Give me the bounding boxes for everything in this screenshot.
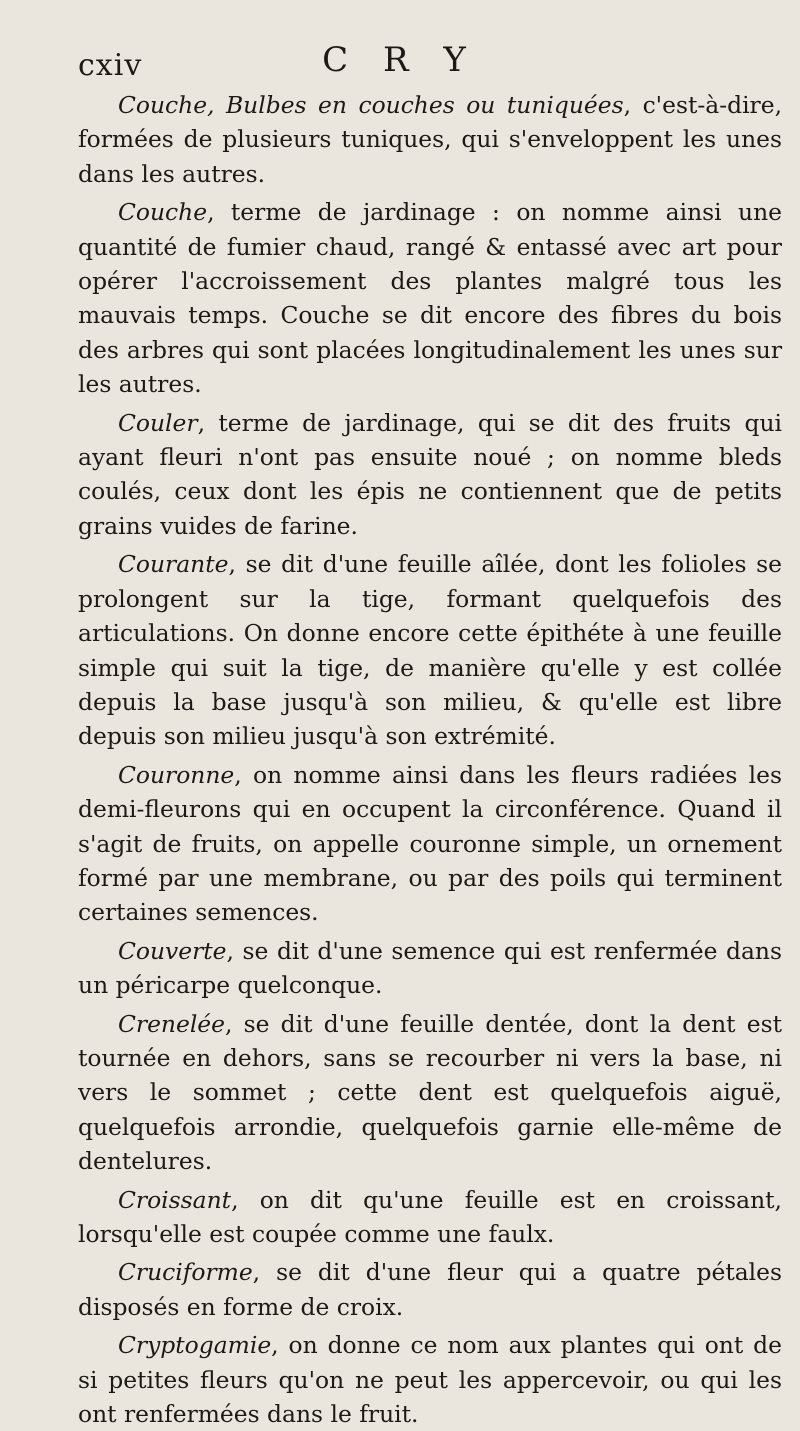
entry-definition: , on nomme ainsi dans les fleurs radiées les demi-fleurons qui en occupent la circonférence. Quand il s'agit de fruits, on appelle couronne simple, un ornement formé par une membrane, ou par des poils qui terminent certaines semences. [78,760,782,927]
glossary-entry [78,1255,782,1324]
entry-term: Cruciforme [118,1258,253,1287]
entry-definition: , terme de jardinage, qui se dit des fruits qui ayant fleuri n'ont pas ensuite noué ; on nomme bleds coulés, ceux dont les épis ne contiennent que de petits grains vuides de farine. [78,408,782,540]
entry-term: Cryptogamie [118,1331,272,1360]
glossary-entry [78,1007,782,1179]
entry-definition: , se dit d'une feuille dentée, dont la dent est tournée en dehors, sans se recourber ni vers la base, ni vers le sommet ; cette dent est quelquefois aiguë, quelquefois arrondie, quelquefois garnie elle-même de dentelures. [78,1009,782,1176]
entry-term: Couche, Bulbes en couches ou tuniquées [118,91,624,119]
entry-definition: , se dit d'une fleur qui a quatre pétales disposés en forme de croix. [78,1258,782,1321]
entry-term: Crenelée [118,1009,225,1038]
entry-term: Croissant [118,1185,232,1214]
glossary-entry [78,758,782,930]
glossary-entry [78,934,782,1003]
entry-term: Couler [118,408,198,437]
glossary-text [78,88,782,1431]
entry-definition: , on dit qu'une feuille est en croissant, lorsqu'elle est coupée comme une faulx. [78,1185,782,1248]
glossary-entry [78,195,782,401]
entry-term: Couche [118,198,208,227]
glossary-entry [78,1328,782,1431]
entry-term: Couverte [118,936,227,965]
entry-definition: , se dit d'une feuille aîlée, dont les folioles se prolongent sur la tige, formant quelquefois des articulations. On donne encore cette épithéte à une feuille simple qui suit la tige, de manière qu'elle y est collée depuis la base jusqu'à son milieu, & qu'elle est libre depuis son milieu jusqu'à son extrémité. [78,550,782,751]
entry-term: Courante [118,550,229,579]
entry-definition: , terme de jardinage : on nomme ainsi une quantité de fumier chaud, rangé & entassé avec art pour opérer l'accroissement des plantes malgré tous les mauvais temps. Couche se dit encore des fibres du bois des arbres qui sont placées longitudinalement les unes sur les autres. [78,198,782,399]
page-number: cxiv [78,48,143,83]
entry-definition: , on donne ce nom aux plantes qui ont de si petites fleurs qu'on ne peut les appercevoir, ou qui les ont renfermées dans le fruit. [78,1331,782,1429]
page-header [78,0,782,88]
glossary-entry [78,406,782,544]
glossary-entry [78,547,782,753]
glossary-entry [78,1183,782,1252]
entry-term: Couronne [118,760,235,789]
entry-definition: , se dit d'une semence qui est renfermée dans un péricarpe quelconque. [78,936,782,1000]
running-head: C R Y [322,40,478,80]
entry-definition: , c'est-à-dire, formées de plusieurs tuniques, qui s'enveloppent les unes dans les autres. [78,91,783,188]
glossary-entry [78,88,782,191]
